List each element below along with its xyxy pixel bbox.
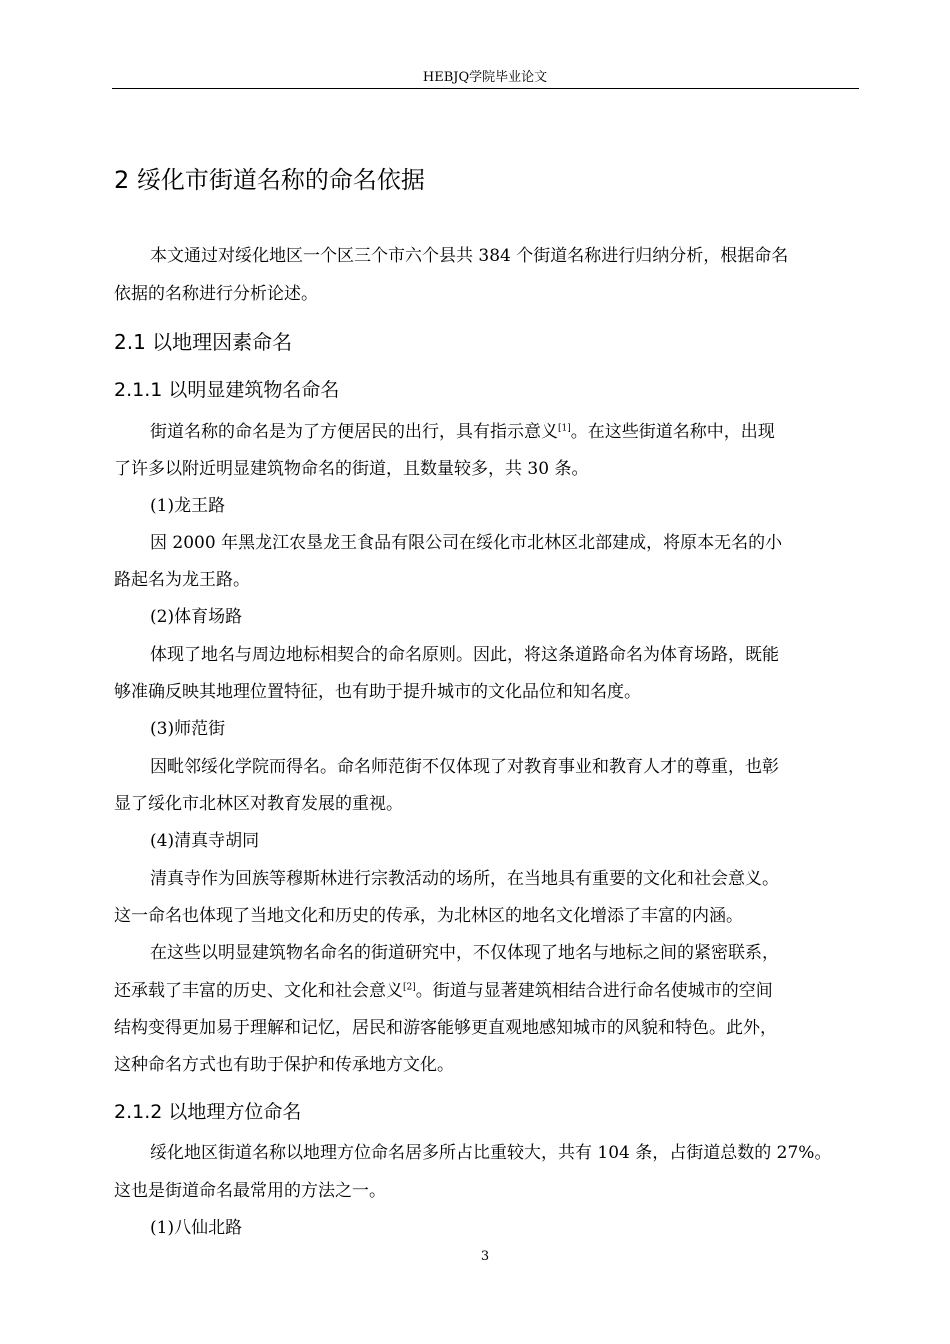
paragraph-line: 体现了地名与周边地标相契合的命名原则。因此，将这条道路命名为体育场路，既能 [150, 645, 779, 665]
paragraph-line: 显了绥化市北林区对教育发展的重视。 [114, 794, 403, 814]
section-heading-2-1: 2.1 以地理因素命名 [114, 330, 293, 354]
page-number: 3 [480, 1249, 490, 1264]
paragraph-text: 。在这些街道名称中，出现 [570, 422, 775, 442]
paragraph-line: 这种命名方式也有助于保护和传承地方文化。 [114, 1055, 454, 1075]
paragraph-line: 结构变得更加易于理解和记忆，居民和游客能够更直观地感知城市的风貌和特色。此外， [114, 1018, 777, 1038]
list-item-title: (4)清真寺胡同 [150, 831, 260, 851]
paragraph-line [114, 980, 773, 1002]
list-item-title: (2)体育场路 [150, 607, 243, 627]
paragraph-line: 够准确反映其地理位置特征，也有助于提升城市的文化品位和知名度。 [114, 682, 641, 702]
paragraph-line: 在这些以明显建筑物名命名的街道研究中，不仅体现了地名与地标之间的紧密联系， [150, 943, 779, 963]
paragraph-line: 了许多以附近明显建筑物命名的街道，且数量较多，共 30 条。 [114, 459, 589, 479]
intro-line: 依据的名称进行分析论述。 [114, 284, 318, 304]
citation-ref: [1] [558, 423, 571, 434]
list-item-title: (1)八仙北路 [150, 1218, 243, 1238]
paragraph-text: 还承载了丰富的历史、文化和社会意义 [114, 981, 403, 1001]
list-item-title: (3)师范街 [150, 719, 226, 739]
paragraph-line: 因 2000 年黑龙江农垦龙王食品有限公司在绥化市北林区北部建成，将原本无名的小 [150, 533, 783, 553]
paragraph-line: 路起名为龙王路。 [114, 570, 250, 590]
header-rule [112, 88, 859, 89]
running-header: HEBJQ学院毕业论文 [422, 70, 548, 85]
paragraph-line: 清真寺作为回族等穆斯林进行宗教活动的场所，在当地具有重要的文化和社会意义。 [150, 869, 779, 889]
section-heading-2-1-2: 2.1.2 以地理方位命名 [114, 1101, 302, 1123]
paragraph-text: 。街道与显著建筑相结合进行命名使城市的空间 [415, 981, 773, 1001]
paragraph-line: 这也是街道命名最常用的方法之一。 [114, 1181, 386, 1201]
paragraph-text: 街道名称的命名是为了方便居民的出行，具有指示意义 [150, 422, 558, 442]
section-heading-2-1-1: 2.1.1 以明显建筑物名命名 [114, 379, 340, 401]
citation-ref: [2] [403, 982, 416, 993]
paragraph-line: 绥化地区街道名称以地理方位命名居多所占比重较大，共有 104 条，占街道总数的 27%。 [150, 1143, 832, 1163]
intro-line: 本文通过对绥化地区一个区三个市六个县共 384 个街道名称进行归纳分析，根据命名 [150, 246, 789, 266]
paragraph-line: 这一命名也体现了当地文化和历史的传承，为北林区的地名文化增添了丰富的内涵。 [114, 906, 743, 926]
paragraph-line: 因毗邻绥化学院而得名。命名师范街不仅体现了对教育事业和教育人才的尊重，也彰 [150, 757, 779, 777]
paragraph-line [150, 421, 775, 443]
chapter-heading: 2 绥化市街道名称的命名依据 [114, 166, 425, 194]
list-item-title: (1)龙王路 [150, 496, 226, 516]
